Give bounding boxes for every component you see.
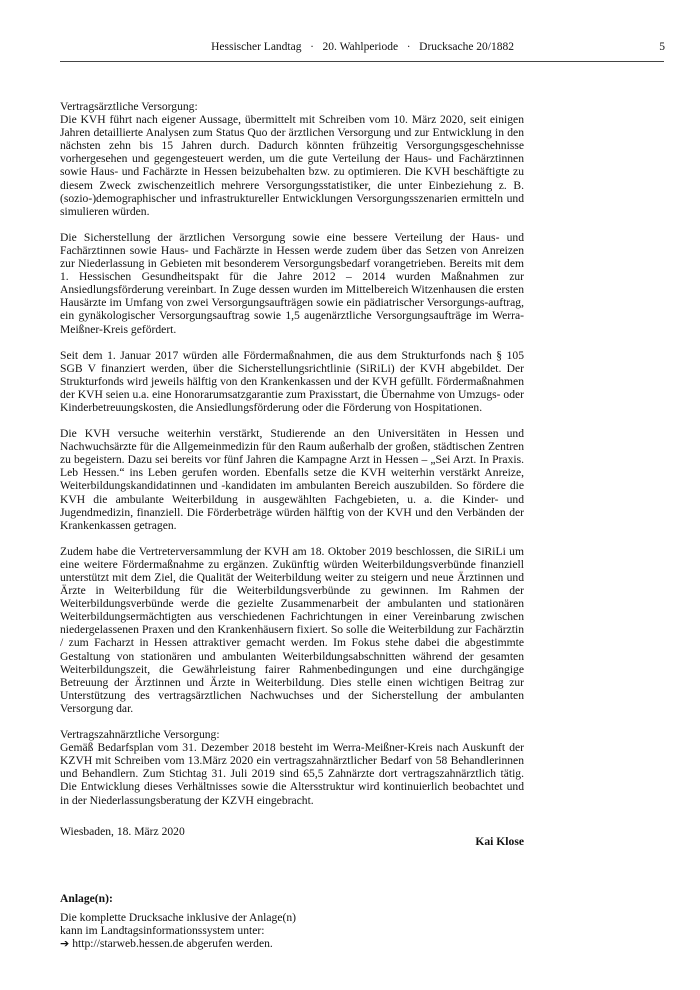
annex-line: Die komplette Drucksache inklusive der Anlage(n) bbox=[60, 911, 296, 925]
place-date: Wiesbaden, 18. März 2020 bbox=[60, 824, 185, 838]
signer-name: Kai Klose bbox=[475, 834, 524, 848]
annex-title: Anlage(n): bbox=[60, 892, 113, 905]
page-header bbox=[0, 41, 700, 61]
section-heading-vertragszahnaerztlich: Vertragszahnärztliche Versorgung: bbox=[60, 728, 220, 742]
paragraph: Seit dem 1. Januar 2017 würden alle Fördermaßnahmen, die aus dem Strukturfonds nach § 105 SGB V finanziert werden, über die Sicherstellungsrichtlinie (SiRiLi) der KVH abgebildet. Der Strukturfonds wird jeweils hälftig von den Krankenkassen und der KVH gefüllt. Fördermaßnahmen der KVH seien u.a. eine Honorarumsatzgarantie zum Praxisstart, die Übernahme von Umzugs- oder Kinderbetreuungskosten, die Ansiedlungsförderung oder die Förderung von Hospitationen. bbox=[60, 348, 524, 414]
document-reference: Hessischer Landtag · 20. Wahlperiode · Drucksache 20/1882 bbox=[211, 41, 514, 53]
starweb-link[interactable]: http://starweb.hessen.de abgerufen werden. bbox=[72, 937, 273, 951]
arrow-right-icon: ➔ bbox=[60, 937, 70, 951]
header-divider bbox=[60, 61, 664, 62]
annex-block bbox=[60, 892, 524, 950]
document-body bbox=[60, 100, 524, 855]
paragraph: Zudem habe die Vertreterversammlung der KVH am 18. Oktober 2019 beschlossen, die SiRiLi um eine weitere Fördermaßnahme zu ergänzen. Zukünftig würden Weiterbildungsverbünde finanziell unterstützt mit dem Ziel, die Qualität der Weiterbildung weiter zu steigern und neue Ärztinnen und Ärzte in Weiterbildung für die Weiterbildungsverbünde zu gewinnen. Im Rahmen der Weiterbildungsverbünde werde die gezielte Zusammenarbeit der ambulanten und stationären Weiterbildungsermächtigten aus verschiedenen Fachrichtungen in einer Vereinbarung zwischen niedergelassenen Praxen und den Krankenhäusern fixiert. So solle die Weiterbildung zur Fachärztin / zum Facharzt in Hessen attraktiver gemacht werden. Im Fokus stehe dabei die abgestimmte Gestaltung von stationären und ambulanten Weiterbildungsabschnitten während der gesamten Weiterbildungszeit, die Gewährleistung fairer Rahmenbedingungen und eine durchgängige Betreuung der Ärztinnen und Ärzte in Weiterbildung. Dies stelle einen wichtigen Beitrag zur Unterstützung des vertragsärztlichen Nachwuchses und der Sicherstellung der ambulanten Versorgung dar. bbox=[60, 544, 524, 715]
paragraph: Die Sicherstellung der ärztlichen Versorgung sowie eine bessere Verteilung der Haus- und Fachärztinnen sowie Haus- und Fachärzte in Hessen werde zudem über das Setzen von Anreizen zur Niederlassung in Gebieten mit besonderem Versorgungsbedarf vorangetrieben. Bereits mit dem 1. Hessischen Gesundheitspakt für die Jahre 2012 – 2014 wurden Maßnahmen zur Ansiedlungsförderung vereinbart. In Zuge dessen wurden im Mittelbereich Witzenhausen die ersten Hausärzte im Umfang von zwei Versorgungsaufträgen sowie ein pädiatrischer Versorgungs-auftrag, ein gynäkologischer Versorgungsauftrag sowie 1,5 augenärztliche Versorgungsaufträge im Werra-Meißner-Kreis gefördert. bbox=[60, 230, 524, 336]
section-heading-vertragsaerztlich: Vertragsärztliche Versorgung: bbox=[60, 100, 198, 113]
annex-link-row bbox=[60, 937, 524, 950]
paragraph: Die KVH führt nach eigener Aussage, übermittelt mit Schreiben vom 10. März 2020, seit einigen Jahren detaillierte Analysen zum Status Quo der ärztlichen Versorgung und zur Entwicklung in den nächsten zehn bis 15 Jahren durch. Dadurch könnten frühzeitig Versorgungsgeschehnisse vorhergesehen und gegengesteuert werden, um die gute Verteilung der Haus- und Fachärztinnen sowie Haus- und Fachärzte in Hessen beizubehalten bzw. zu optimieren. Die KVH beschäftigte zu diesem Zweck zwischenzeitlich mehrere Versorgungsstatistiker, die unter Einbeziehung z. B. (sozio-)demographischer und infrastruktureller Entwicklungen Versorgungsszenarien ermitteln und simulieren würden. bbox=[60, 113, 524, 218]
page-number: 5 bbox=[659, 41, 665, 53]
signature-block bbox=[60, 825, 524, 855]
paragraph: Die KVH versuche weiterhin verstärkt, Studierende an den Universitäten in Hessen und Nachwuchsärzte für die Allgemeinmedizin für den Raum außerhalb der großen, städtischen Zentren zu begeistern. Dazu sei bereits vor fünf Jahren die Kampagne Arzt in Hessen – „Sei Arzt. In Praxis. Leb Hessen.“ ins Leben gerufen worden. Ebenfalls setze die KVH weiterhin verstärkt Anreize, Weiterbildungskandidatinnen und -kandidaten im ambulanten Bereich auszubilden. So fördere die KVH die ambulante Weiterbildung in ausgewählten Fachgebieten, u. a. die Kinder- und Jugendmedizin, finanziell. Die Förderbeträge würden hälftig von der KVH und den Verbänden der Krankenkassen getragen. bbox=[60, 427, 524, 532]
paragraph: Gemäß Bedarfsplan vom 31. Dezember 2018 besteht im Werra-Meißner-Kreis nach Auskunft der KZVH mit Schreiben vom 13.März 2020 ein vertragszahnärztlicher Bedarf von 58 Behandlerinnen und Behandlern. Zum Stichtag 31. Juli 2019 sind 65,5 Zahnärzte dort vertragszahnärztlich tätig. Die Entwicklung dieses Verhältnisses sowie die Altersstruktur wird kontinuierlich beobachtet und in der Niederlassungsberatung der KZVH eingebracht. bbox=[60, 741, 524, 807]
annex-line: kann im Landtagsinformationssystem unter: bbox=[60, 924, 265, 938]
